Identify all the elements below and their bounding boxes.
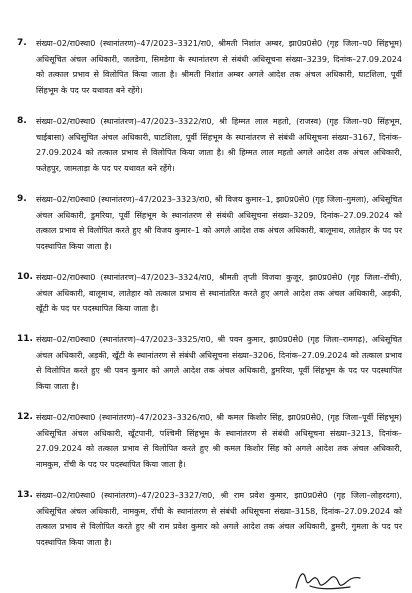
- item-text: संख्या–02/रा0स्था0 (स्थानांतरण)–47/2023–3324/रा0, श्रीमती तृप्ती विजया कुजूर, झा0प्र0से0 (गृह जिला–राँची), अंचल अधिकारी, बालूमाथ, लातेहार को तत्काल प्रभाव से स्थानांतरित करते हुए अगले आदेश तक अंचल अधिकारी, अड़की, खूँटी के पद पर पदस्थापित किया जाता है।: [36, 273, 402, 313]
- item-number: 7.: [17, 38, 27, 48]
- item-number: 10.: [17, 272, 33, 282]
- item-number: 8.: [17, 116, 27, 126]
- item-text: संख्या–02/रा0स्था0 (स्थानांतरण)–47/2023–3327/रा0, श्री राम प्रवेश कुमार, झा0प्र0से0 (गृह जिला–लोहरदगा), अधिसूचित अंचल अधिकारी, नामकुम, राँची के स्थानांतरण से संबंधी अधिसूचना संख्या–3158, दिनांक–27.09.2024 को तत्काल प्रभाव से विलोपित करते हुए श्री राम प्रवेश कुमार को अगले आदेश तक अंचल अधिकारी, डुमरी, गुमला के पद पर पदस्थापित किया जाता है।: [36, 491, 402, 547]
- item-text: संख्या–02/रा0स्था0 (स्थानांतरण)–47/2023–3322/रा0, श्री हिम्मत लाल महतो, (राजस्व) (गृह जिला–प0 सिंहभूम, चाईबासा) अधिसूचित अंचल अधिकारी, घाटशिला, पूर्वी सिंहभूम के स्थानांतरण से संबंधी अधिसूचना संख्या–3167, दिनांक–27.09.2024 को तत्काल प्रभाव से विलोपित किया जाता है। श्री हिम्मत लाल महतो अगले आदेश तक अंचल अधिकारी, फतेहपुर, जामताड़ा के पद पर यथावत बने रहेंगे।: [36, 117, 402, 173]
- item-text: संख्या–02/रा0स्था0 (स्थानांतरण)–47/2023–3321/रा0, श्रीमती निशांत अम्बर, झा0प्र0से0 (गृह जिला–प0 सिंहभूम) अधिसूचित अंचल अधिकारी, जलडेगा, सिमडेगा के स्थानांतरण से संबंधी अधिसूचना संख्या–3239, दिनांक–27.09.2024 को तत्काल प्रभाव से विलोपित किया जाता है। श्रीमती निशांत अम्बर अगले आदेश तक अंचल अधिकारी, घाटशिला, पूर्वी सिंहभूम के पद पर यथावत बने रहेंगे।: [36, 39, 402, 95]
- item-number: 12.: [17, 412, 33, 422]
- item-text: संख्या–02/रा0स्था0 (स्थानांतरण)–47/2023–3325/रा0, श्री पवन कुमार, झा0प्र0से0 (गृह जिला–रामगढ़), अधिसूचित अंचल अधिकारी, अड़की, खूँटी के स्थानांतरण से संबंधी अधिसूचना संख्या–3206, दिनांक–27.09.2024 को तत्काल प्रभाव से विलोपित करते हुए श्री पवन कुमार को अगले आदेश तक अंचल अधिकारी, डुमरिया, पूर्वी सिंहभूम के पद पर पदस्थापित किया जाता है।: [36, 335, 402, 391]
- item-number: 13.: [17, 490, 33, 500]
- item-text: संख्या–02/रा0स्था0 (स्थानांतरण)–47/2023–3326/रा0, श्री कमल किशोर सिंह, झा0प्र0से0, (गृह जिला–पूर्वी सिंहभूम) अधिसूचित अंचल अधिकारी, खूँटपानी, पश्चिमी सिंहभूम के स्थानांतरण से संबंधी अधिसूचना संख्या–3213, दिनांक–27.09.2024 को तत्काल प्रभाव से विलोपित करते हुए श्री कमल किशोर सिंह को अगले आदेश तक अंचल अधिकारी, नामकुम, राँची के पद पर पदस्थापित किया जाता है।: [36, 413, 402, 469]
- item-number: 9.: [17, 194, 27, 204]
- item-number: 11.: [17, 334, 33, 344]
- handwritten-signature: [290, 566, 370, 593]
- item-text: संख्या–02/रा0स्था0 (स्थानांतरण)–47/2023–3323/रा0, श्री विजय कुमार–1, झा0प्र0से0 (गृह जिला–गुमला), अधिसूचित अंचल अधिकारी, डुमरिया, पूर्वी सिंहभूम के स्थानांतरण से संबंधी अधिसूचना संख्या–3209, दिनांक–27.09.2024 को तत्काल प्रभाव से विलोपित करते हुए श्री विजय कुमार–1 को अगले आदेश तक अंचल अधिकारी, बालूमाथ, लातेहार के पद पर पदस्थापित किया जाता है।: [36, 195, 402, 251]
